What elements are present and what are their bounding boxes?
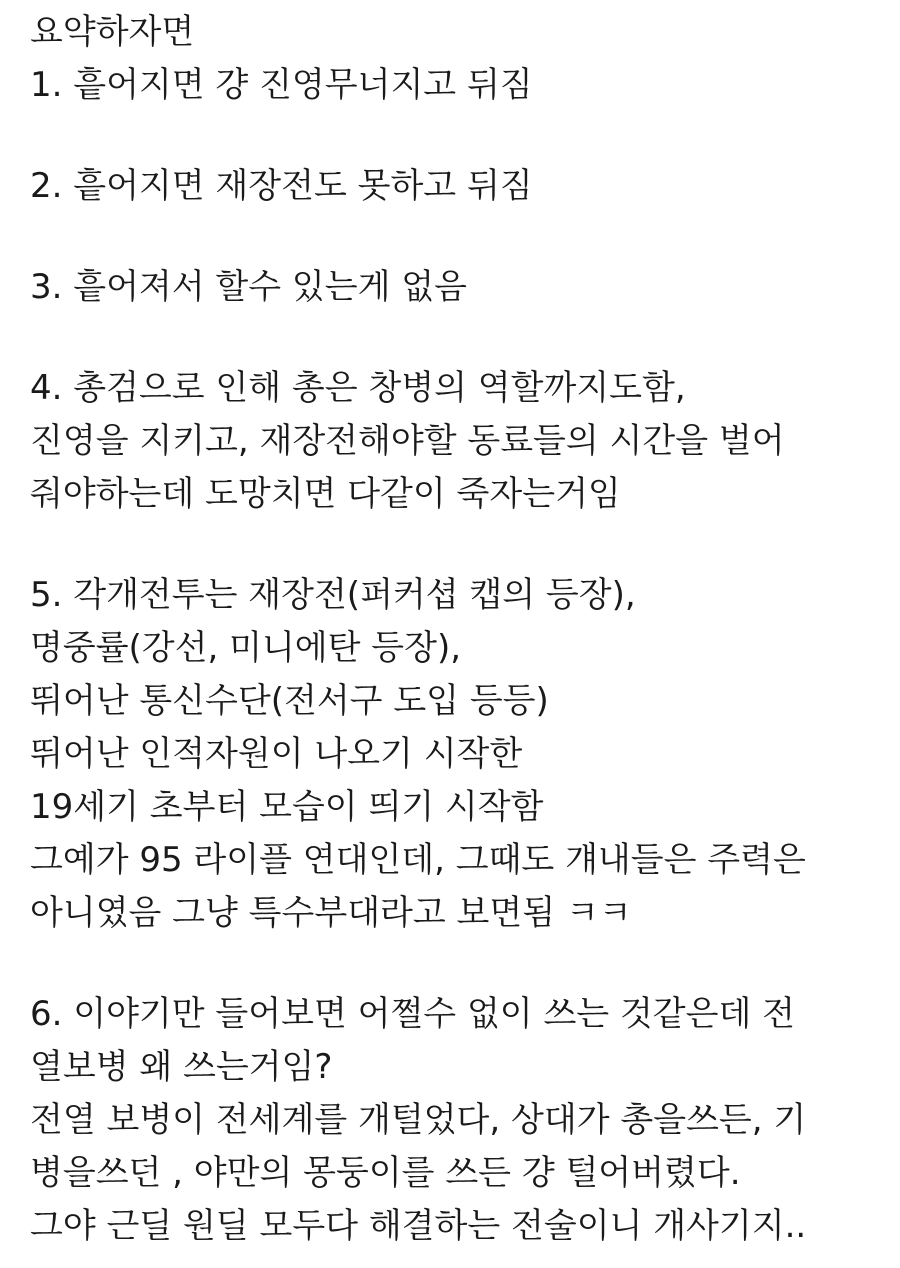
item-line: 병을쓰던 , 야만의 몽둥이를 쓰든 걍 털어버렸다. [30,1153,741,1193]
item-line: 명중률(강선, 미니에탄 등장), [30,628,462,668]
item-4 [30,362,880,521]
document-title: 요약하자면 [30,12,195,52]
blank-line [30,112,880,160]
item-line: 4. 총검으로 인해 총은 창병의 역할까지도함, [30,368,686,408]
item-line: 뛰어난 통신수단(전서구 도입 등등) [30,681,549,721]
blank-line [30,521,880,569]
document-body [30,6,880,1253]
item-line: 진영을 지키고, 재장전해야할 동료들의 시간을 벌어 [30,421,785,461]
item-5 [30,569,880,940]
item-line: 6. 이야기만 들어보면 어쩔수 없이 쓰는 것같은데 전 [30,994,795,1034]
item-line: 19세기 초부터 모습이 띄기 시작함 [30,787,544,827]
item-line: 아니였음 그냥 특수부대라고 보면됨 ㅋㅋ [30,893,632,933]
item-line: 3. 흩어져서 할수 있는게 없음 [30,267,467,307]
item-line: 전열 보병이 전세계를 개털었다, 상대가 총을쓰든, 기 [30,1100,807,1140]
item-line: 2. 흩어지면 재장전도 못하고 뒤짐 [30,166,533,206]
blank-line [30,940,880,988]
item-1 [30,59,880,112]
item-line: 그예가 95 라이플 연대인데, 그때도 걔내들은 주력은 [30,840,806,880]
item-3 [30,261,880,314]
item-6 [30,988,880,1253]
item-line: 뛰어난 인적자원이 나오기 시작한 [30,734,523,774]
item-line: 5. 각개전투는 재장전(퍼커셥 캡의 등장), [30,575,636,615]
blank-line [30,314,880,362]
item-line: 열보병 왜 쓰는거임? [30,1047,333,1087]
item-2 [30,160,880,213]
item-line: 그야 근딜 원딜 모두다 해결하는 전술이니 개사기지.. [30,1206,807,1246]
item-line: 줘야하는데 도망치면 다같이 죽자는거임 [30,474,621,514]
blank-line [30,213,880,261]
item-line: 1. 흩어지면 걍 진영무너지고 뒤짐 [30,65,533,105]
